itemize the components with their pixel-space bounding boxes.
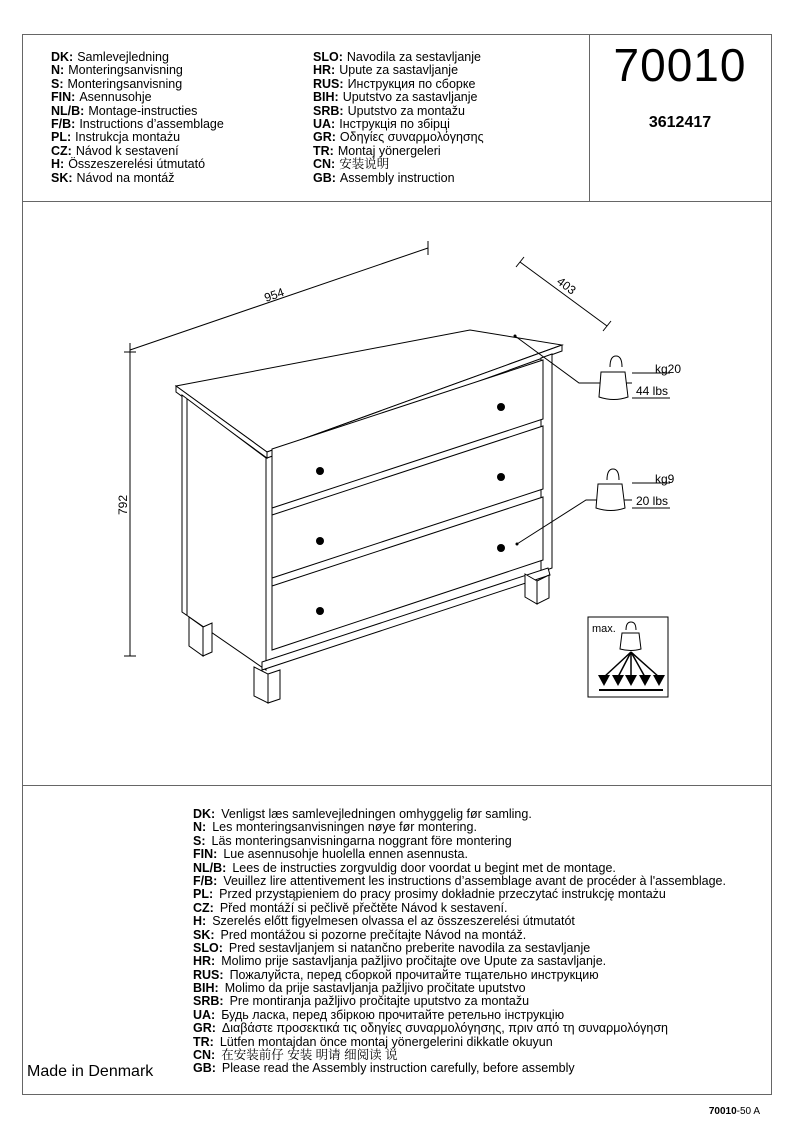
language-text: Návod na montáž <box>76 170 175 185</box>
language-code: RUS: <box>313 76 344 91</box>
knob <box>316 467 324 475</box>
language-code: UA: <box>193 1007 216 1022</box>
language-code: PL: <box>193 887 214 902</box>
weight-icon <box>599 356 628 400</box>
language-code: GB: <box>193 1061 216 1076</box>
language-text: Před montáží si pečlivě přečtěte Návod k sestavení. <box>219 900 508 915</box>
language-text: Molimo da prije sastavljanja pažljivo pročitate uputstvo <box>224 981 526 996</box>
language-code: TR: <box>313 143 334 158</box>
knob <box>316 537 324 545</box>
knob <box>316 607 324 615</box>
language-text: Instrukcja montażu <box>75 130 181 145</box>
language-code: CZ: <box>193 900 214 915</box>
instruction-row <box>193 929 726 942</box>
instruction-row <box>193 942 726 955</box>
footer-suffix: -50 A <box>736 1106 760 1117</box>
top-load-kg: kg20 <box>655 362 682 376</box>
language-code: HR: <box>313 63 336 78</box>
language-text: Les monteringsanvisningen nøye før montering. <box>212 820 477 835</box>
language-code: HR: <box>193 954 216 969</box>
language-text: Pred montážou si pozorne prečítajte Návod na montáž. <box>220 927 527 942</box>
instruction-row <box>193 1022 726 1035</box>
language-code: F/B: <box>193 873 218 888</box>
instructions-list <box>193 808 726 1076</box>
drawer-load-kg: kg9 <box>655 472 675 486</box>
instruction-row <box>193 995 726 1008</box>
language-text: Οδηγίες συναρμολόγησης <box>339 130 484 145</box>
leg-front-left <box>254 667 268 703</box>
language-text: Montage-instructies <box>88 103 198 118</box>
instruction-row <box>193 969 726 982</box>
language-code: TR: <box>193 1034 214 1049</box>
instruction-row <box>193 875 726 888</box>
language-code: DK: <box>51 50 74 64</box>
language-text: Інструкція по збірці <box>339 116 450 131</box>
language-text: Asennusohje <box>79 90 152 105</box>
language-code: PL: <box>51 130 72 145</box>
language-text: Szerelés előtt figyelmesen olvassa el az összeszerelési útmutatót <box>212 914 575 929</box>
model-number: 70010 <box>613 39 747 91</box>
language-text: Veuillez lire attentivement les instructions d’assemblage avant de procéder à l'assemblage. <box>223 873 726 888</box>
language-code: CN: <box>313 157 336 172</box>
language-code: DK: <box>193 807 216 821</box>
language-text: Montaj yönergeleri <box>337 143 441 158</box>
max-label: max. <box>592 623 616 635</box>
language-code: BIH: <box>313 90 339 105</box>
weight-icon <box>596 469 625 511</box>
language-code: BIH: <box>193 981 219 996</box>
instruction-row <box>193 955 726 968</box>
language-code: SRB: <box>313 103 344 118</box>
instruction-row <box>193 915 726 928</box>
language-code: FIN: <box>51 90 76 105</box>
language-text: Molimo prije sastavljanja pažljivo pročitajte ove Upute za sastavljanje. <box>221 954 607 969</box>
made-in-label: Made in Denmark <box>27 1063 154 1080</box>
footer-code <box>709 1106 760 1117</box>
language-text: Monteringsanvisning <box>67 76 183 91</box>
language-code: SK: <box>51 170 73 185</box>
language-text: Lees de instructies zorgvuldig door voordat u begint met de montage. <box>232 860 616 875</box>
language-text: Upute za sastavljanje <box>339 63 459 78</box>
language-text: Διαβάστε προσεκτικά τις οδηγίες συναρμολόγησης, πριν από τη συναρμολόγηση <box>221 1021 669 1036</box>
instruction-row <box>193 1049 726 1062</box>
top-load-lbs: 44 lbs <box>636 384 669 398</box>
depth-dimension-line <box>520 262 607 326</box>
language-code: N: <box>51 63 65 78</box>
language-text: Venligst læs samlevejledningen omhyggelig før samling. <box>221 807 532 821</box>
language-text: Läs monteringsanvisningarna noggrant före montering <box>211 833 512 848</box>
language-code: SLO: <box>193 940 223 955</box>
language-code: NL/B: <box>193 860 227 875</box>
instruction-row <box>193 808 726 821</box>
instruction-row <box>193 821 726 834</box>
instruction-row <box>193 835 726 848</box>
knob <box>497 403 505 411</box>
language-text: Lue asennusohje huolella ennen asennusta. <box>223 847 468 862</box>
instruction-row <box>193 1062 726 1075</box>
language-code: GB: <box>313 170 336 185</box>
language-code: CN: <box>193 1048 216 1063</box>
language-text: Összeszerelési útmutató <box>68 157 206 172</box>
drawer-load-lbs: 20 lbs <box>636 494 669 508</box>
language-code: H: <box>51 157 65 172</box>
language-text: 在安装前仔 安装 明请 细阅读 说 <box>221 1048 398 1063</box>
language-text: Návod k sestavení <box>75 143 179 158</box>
language-text: Uputstvo za sastavljanje <box>342 90 478 105</box>
language-text: Samlevejledning <box>77 50 169 64</box>
language-code: UA: <box>313 116 336 131</box>
footer-model: 70010 <box>708 1106 737 1117</box>
language-text: Uputstvo za montažu <box>347 103 465 118</box>
language-code: S: <box>51 76 64 91</box>
instruction-row <box>193 862 726 875</box>
language-code: N: <box>193 820 207 835</box>
instruction-row <box>193 888 726 901</box>
instruction-row <box>193 848 726 861</box>
knob <box>497 544 505 552</box>
language-code: CZ: <box>51 143 72 158</box>
language-code: SK: <box>193 927 215 942</box>
language-text: Assembly instruction <box>339 170 455 185</box>
knob <box>497 473 505 481</box>
language-text: Monteringsanvisning <box>68 63 183 78</box>
instruction-row <box>193 902 726 915</box>
language-text: Пожалуйста, перед сборкой прочитайте тщательно инструкцию <box>229 967 599 982</box>
instruction-row <box>193 1009 726 1022</box>
language-text: Przed przystąpieniem do pracy prosimy dokładnie przeczytać instrukcję montażu <box>219 887 666 902</box>
language-code: SLO: <box>313 50 343 64</box>
language-text: Instructions d’assemblage <box>79 116 224 131</box>
language-code: F/B: <box>51 116 76 131</box>
language-code: NL/B: <box>51 103 85 118</box>
depth-dimension: 403 <box>554 274 579 298</box>
language-text: 安装说明 <box>339 157 390 172</box>
width-dimension: 954 <box>262 285 286 305</box>
language-text: Please read the Assembly instruction carefully, before assembly <box>221 1061 575 1076</box>
instruction-row <box>193 982 726 995</box>
height-dimension: 792 <box>116 494 130 515</box>
language-text: Инструкция по сборке <box>347 76 476 91</box>
language-text: Pred sestavljanjem si natančno preberite navodila za sestavljanje <box>228 940 591 955</box>
article-number: 3612417 <box>648 114 712 131</box>
language-code: SRB: <box>193 994 224 1009</box>
language-code: H: <box>193 914 207 929</box>
language-code: RUS: <box>193 967 224 982</box>
language-code: GR: <box>313 130 336 145</box>
language-text: Navodila za sestavljanje <box>346 50 481 64</box>
language-text: Будь ласка, перед збіркою прочитайте ретельно інструкцію <box>221 1007 565 1022</box>
language-text: Pre montiranja pažljivo pročitajte uputstvo za montažu <box>229 994 530 1009</box>
language-text: Lütfen montajdan önce montaj yönergelerini dikkatle okuyun <box>219 1034 553 1049</box>
language-code: FIN: <box>193 847 218 862</box>
language-code: S: <box>193 833 206 848</box>
language-code: GR: <box>193 1021 216 1036</box>
